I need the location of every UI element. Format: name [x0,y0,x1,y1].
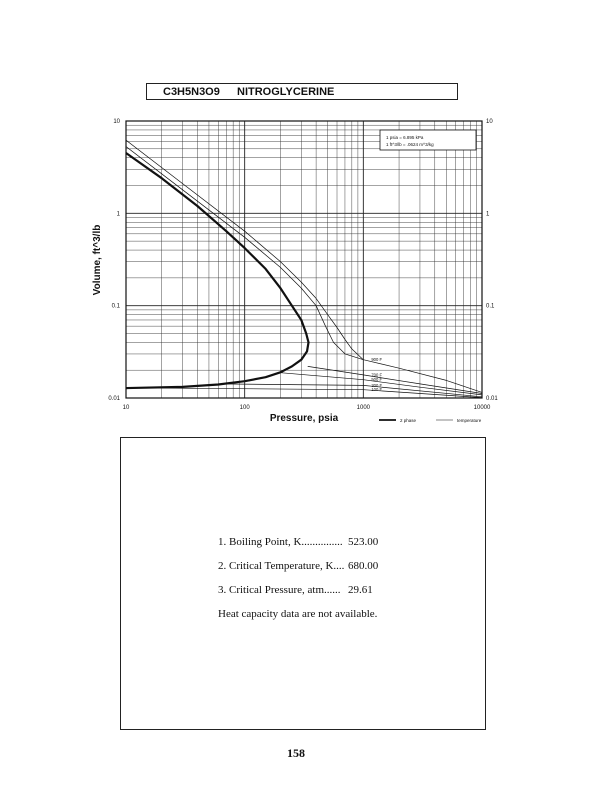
legend-label-temperature: temperature [457,418,482,423]
series-line-2-phase [126,153,309,388]
property-row [218,530,378,554]
y-tick-label-right: 10 [486,119,493,125]
y-tick-label-left: 0.1 [111,303,120,310]
x-axis-label: Pressure, psia [269,413,339,424]
curve-label: 300 F [371,382,383,388]
property-label: 3. Critical Pressure, atm...... [218,584,341,596]
conversion-note-line-2: 1 ft^3/lb = .0624 m^3/kg [386,142,434,147]
property-value: 523.00 [348,536,379,548]
x-tick-label: 100 [239,405,250,411]
properties-box [120,437,486,730]
compound-name: NITROGLYCERINE [237,85,335,98]
curve-label: 500 F [371,377,383,383]
y-tick-label-right: 0.1 [486,303,495,310]
property-label: 1. Boiling Point, K............... [218,536,343,548]
curve-labels [371,357,382,392]
property-row [218,578,378,602]
property-value: 29.61 [348,584,373,596]
series-group [126,140,482,397]
conversion-note-line-1: 1 psia = 6.895 kPa [386,135,424,140]
y-tick-label-left: 1 [116,211,120,218]
legend [379,418,482,423]
compound-formula: C3H5N3O9 [163,85,220,98]
x-tick-label: 10 [122,405,130,411]
curve-label: 900 F [371,357,383,363]
legend-label-2-phase: 2 phase [400,418,417,423]
y-axis-label: Volume, ft^3/lb [92,224,103,296]
conversion-note-box [380,130,476,150]
x-tick-label: 1000 [356,405,371,411]
property-label: 2. Critical Temperature, K.... [218,560,345,572]
page-number: 158 [287,746,305,760]
y-tick-label-left: 0.01 [108,396,120,402]
x-tick-label: 10000 [473,405,491,411]
curve-label: 700 F [371,372,383,378]
curve-label: 100 F [371,387,383,393]
heat-capacity-note: Heat capacity data are not available. [218,608,378,620]
y-tick-label-left: 10 [113,119,120,125]
property-row [218,554,378,578]
property-value: 680.00 [348,560,379,572]
properties-list [218,530,378,602]
y-tick-label-right: 0.01 [486,396,498,402]
y-tick-label-right: 1 [486,211,490,218]
series-line-100-f [126,388,482,398]
tick-labels [108,119,498,411]
